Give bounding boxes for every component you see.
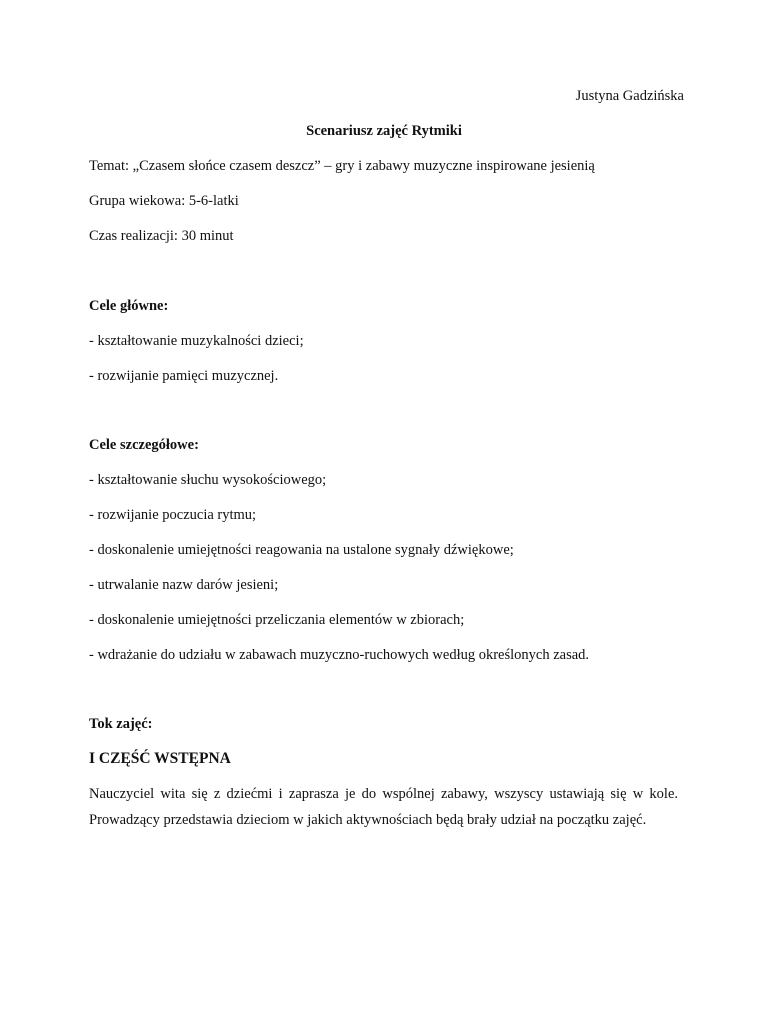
main-goal-item: - kształtowanie muzykalności dzieci; [89,333,304,349]
detailed-goal-item: - utrwalanie nazw darów jesieni; [89,577,279,593]
part-title: I CZĘŚĆ WSTĘPNA [89,750,231,767]
age-group-line: Grupa wiekowa: 5-6-latki [89,193,239,209]
detailed-goal-item: - doskonalenie umiejętności reagowania na ustalone sygnały dźwiękowe; [89,542,514,558]
main-goal-item: - rozwijanie pamięci muzycznej. [89,368,279,384]
duration-line: Czas realizacji: 30 minut [89,228,234,244]
author-name: Justyna Gadzińska [575,88,684,104]
course-heading: Tok zajęć: [89,716,153,732]
main-goals-heading: Cele główne: [89,298,169,314]
detailed-goal-item: - kształtowanie słuchu wysokościowego; [89,472,327,488]
detailed-goal-item: - wdrażanie do udziału w zabawach muzyczno-ruchowych według określonych zasad. [89,647,590,663]
topic-line: Temat: „Czasem słońce czasem deszcz” – gry i zabawy muzyczne inspirowane jesienią [89,158,595,174]
document-title: Scenariusz zajęć Rytmiki [306,123,462,139]
detailed-goals-heading: Cele szczegółowe: [89,437,199,453]
detailed-goal-item: - doskonalenie umiejętności przeliczania elementów w zbiorach; [89,612,465,628]
detailed-goal-item: - rozwijanie poczucia rytmu; [89,507,257,523]
intro-paragraph: Nauczyciel wita się z dziećmi i zaprasza je do wspólnej zabawy, wszyscy ustawiają się w kole. Prowadzący przedstawia dzieciom w jakich aktywnościach będą brały udział na początku zajęć. [89,786,678,828]
